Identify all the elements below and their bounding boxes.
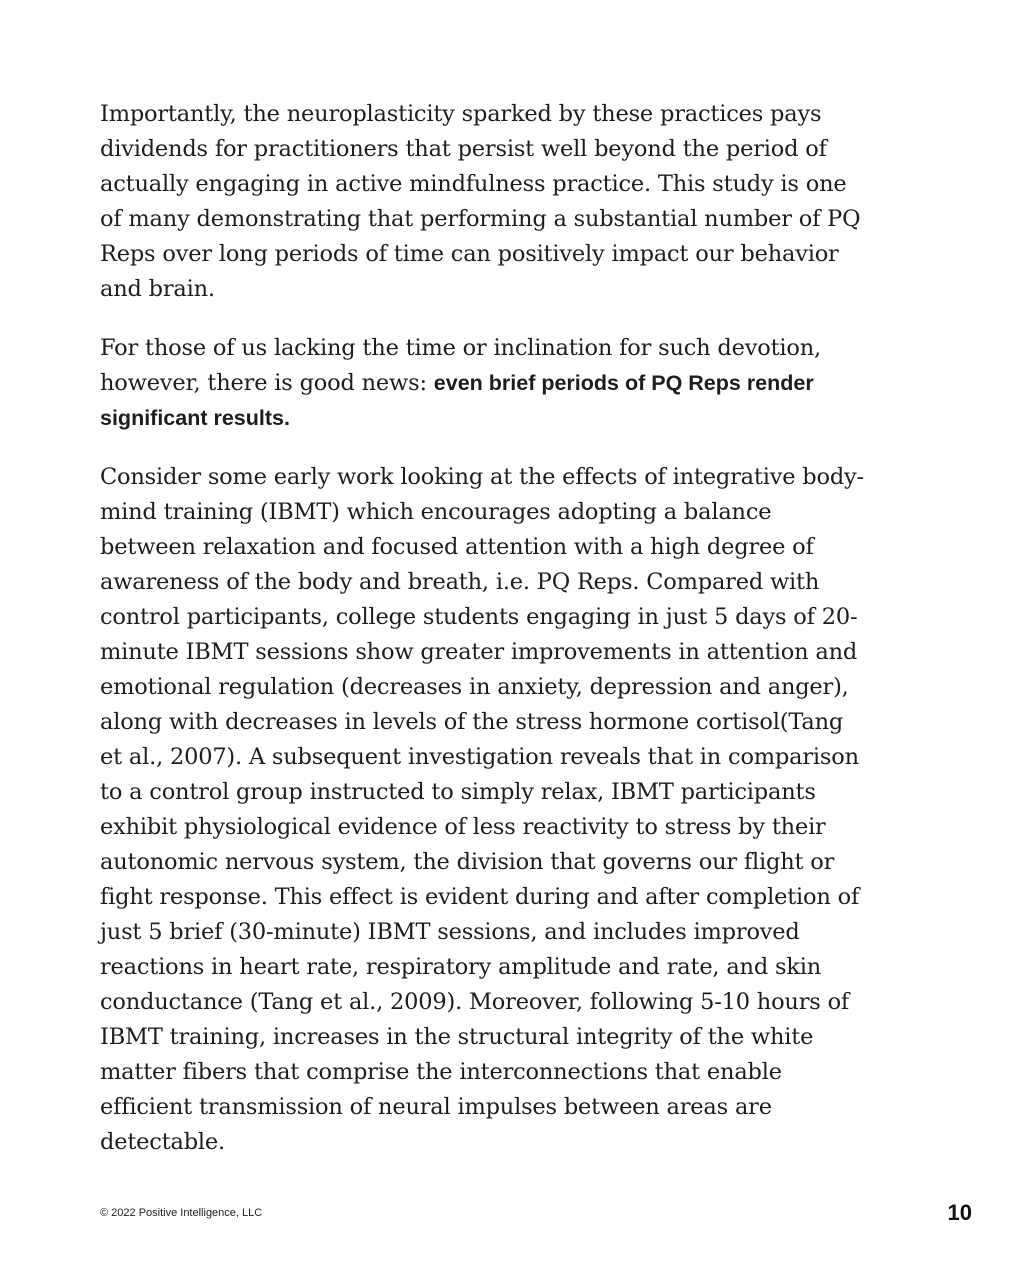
body-text (100, 97, 870, 1184)
copyright-notice: © 2022 Positive Intelligence, LLC (100, 1207, 263, 1219)
emphasis-brief-reps: even brief periods of PQ Reps render significant results. (100, 371, 814, 430)
page-number: 10 (947, 1200, 972, 1225)
paragraph-good-news-lead: For those of us lacking the time or inclination for such devotion, however, there is good news: (100, 335, 822, 396)
paragraph-good-news (100, 331, 870, 436)
paragraph-neuroplasticity: Importantly, the neuroplasticity sparked by these practices pays dividends for practitioners that persist well beyond the period of actually engaging in active mindfulness practice. This study is one of many demonstrating that performing a substantial number of PQ Reps over long periods of time can positively impact our behavior and brain. (100, 101, 861, 302)
paragraph-ibmt-research: Consider some early work looking at the effects of integrative body-mind training (IBMT) which encourages adopting a balance between relaxation and focused attention with a high degree of awareness of the body and breath, i.e. PQ Reps. Compared with control participants, college students engaging in just 5 days of 20-minute IBMT sessions show greater improvements in attention and emotional regulation (decreases in anxiety, depression and anger), along with decreases in levels of the stress hormone cortisol(Tang et al., 2007). A subsequent investigation reveals that in comparison to a control group instructed to simply relax, IBMT participants exhibit physiological evidence of less reactivity to stress by their autonomic nervous system, the division that governs our flight or fight response. This effect is evident during and after completion of just 5 brief (30-minute) IBMT sessions, and includes improved reactions in heart rate, respiratory amplitude and rate, and skin conductance (Tang et al., 2009). Moreover, following 5-10 hours of IBMT training, increases in the structural integrity of the white matter fibers that comprise the interconnections that enable efficient transmission of neural impulses between areas are detectable. (100, 464, 864, 1155)
